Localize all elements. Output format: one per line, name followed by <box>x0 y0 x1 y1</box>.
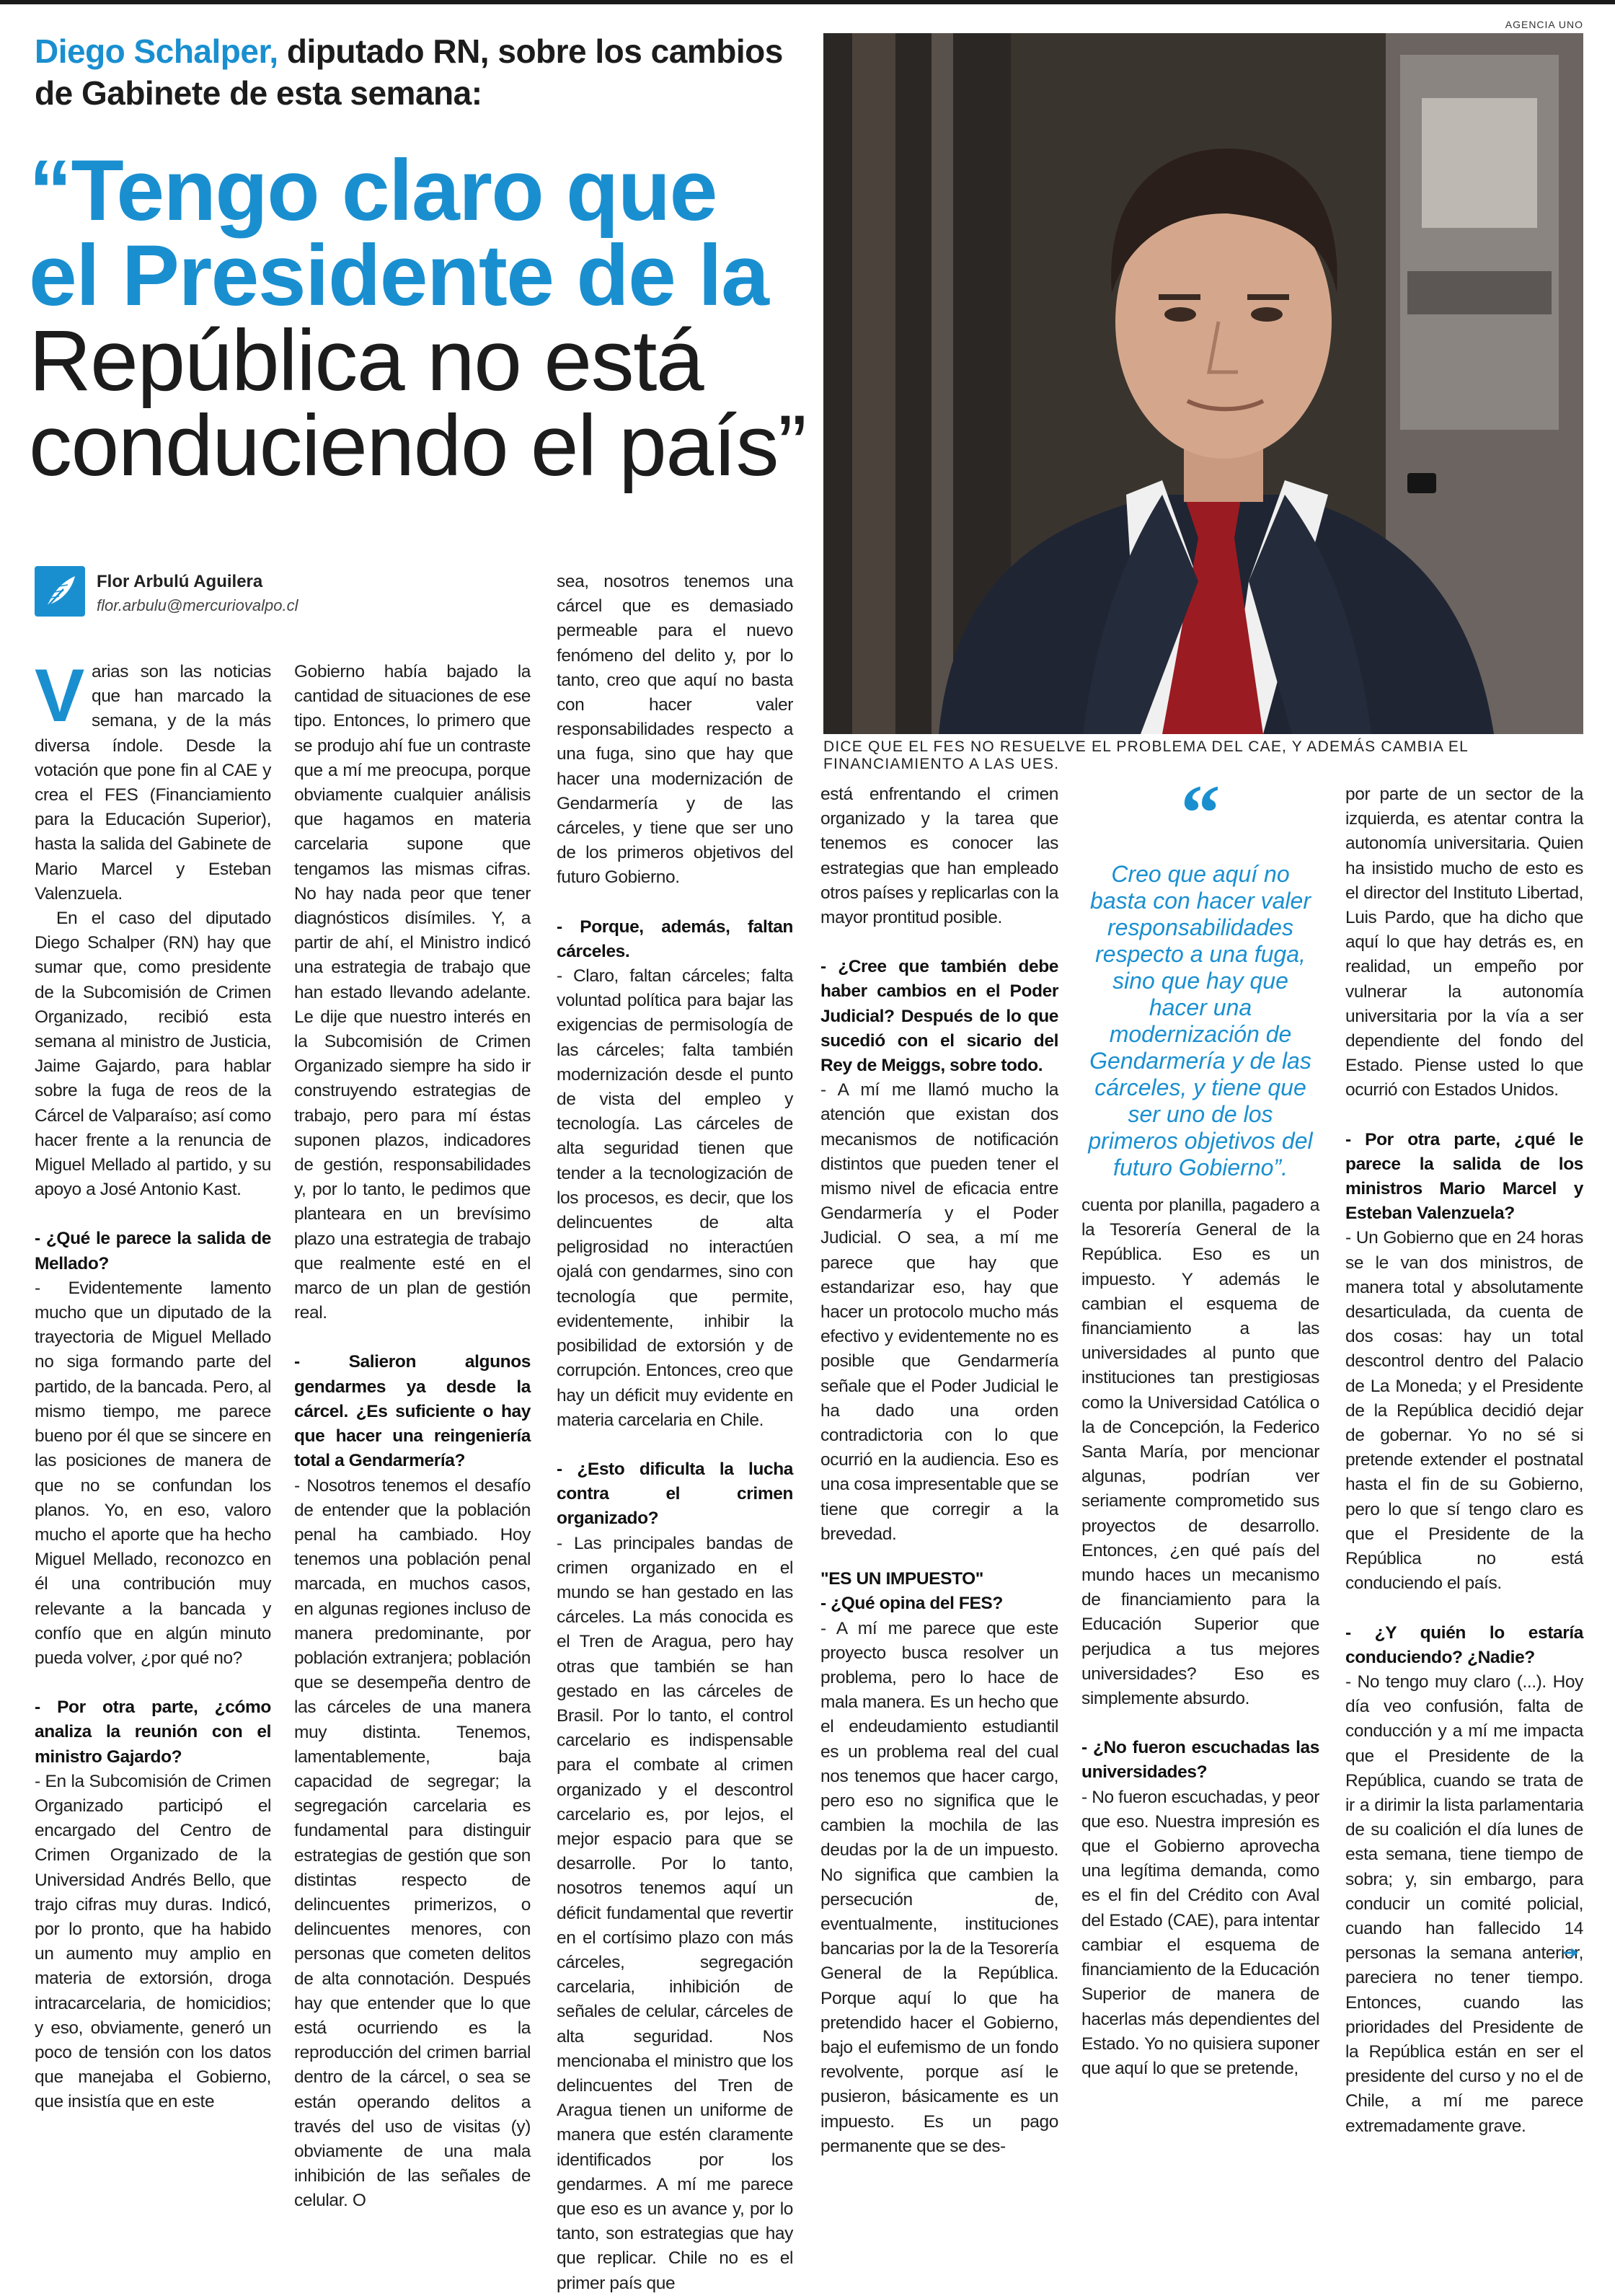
paragraph: sea, nosotros tenemos una cárcel que es demasiado permeable para el nuevo fenómeno del delito y, por lo tanto, creo que aquí no basta con hacer valer responsabilidades respecto a una fuga, sino que hay que hacer una modernización de Gendarmería y de las cárceles, y tiene que ser uno de los primeros objetivos del futuro Gobierno. <box>557 572 793 888</box>
question: - ¿Qué le parece la salida de Mellado? <box>35 1229 271 1273</box>
question: - ¿Cree que también debe haber cambios en el Poder Judicial? Después de lo que sucedió con el sicario del Rey de Meiggs, sobre todo. <box>820 957 1058 1076</box>
article-column-5 <box>1081 1193 1319 2081</box>
answer: - Nosotros tenemos el desafío de entender que la población penal ha cambiado. Hoy tenemos una población penal marcada, en muchos casos, en algunas regiones incluso de manera predominante, por población extranjera; población que se desempeña dentro de las cárceles de una manera muy distinta. Tenemos, lamentablemente, baja capacidad de segregar; la segregación carcelaria es fundamental para distinguir estrategias de gestión que son distintas respecto de delincuentes primerizos, o delincuentes menores, con personas que cometen delitos de alta connotación. Después hay que entender que lo que está ocurriendo es la reproducción del crimen barrial dentro de la cárcel, o sea se están operando delitos a través del uso de visitas (y) obviamente de una mala inhibición de las señales de celular. O <box>294 1475 531 2211</box>
headline-line-2: el Presidente de la <box>29 227 769 324</box>
answer: - Un Gobierno que en 24 horas se le van dos ministros, de manera total y absolutamente desarticulada, da cuenta de dos cosas: hay un total descontrol dentro del Palacio de La Moneda; y el Presidente de la República decidió dejar de gobernar. Yo no sé si pretende extender el postnatal hasta el fin de su Gobierno, pero lo que sí tengo claro es que el Presidente de la República no está conduciendo el país. <box>1345 1228 1583 1594</box>
answer: - Las principales bandas de crimen organizado en el mundo se han gestado en las cárceles. La más conocida es el Tren de Aragua, pero hay otras que también se han gestado en las cárceles de Brasil. Por lo tanto, el control carcelario es indispensable para el combate al crimen organizado y el descontrol carcelario es, por lejos, el mejor espacio para que se desarrolle. Por lo tanto, nosotros tenemos aquí un déficit fundamental que revertir en el cortísimo plazo con más cárceles, segregación carcelaria, inhibición de señales de celular, cárceles de alta seguridad. Nos mencionaba el ministro que los delincuentes del Tren de Aragua tienen un uniforme de manera que estén claramente identificados por los gendarmes. A mí me parece que eso es un avance y, por lo tanto, son estrategias que hay que replicar. Chile no es el primer país que <box>557 1533 793 2293</box>
question: - Salieron algunos gendarmes ya desde la cárcel. ¿Es suficiente o hay que hacer una reingeniería total a Gendarmería? <box>294 1352 531 1471</box>
kicker <box>35 30 799 114</box>
photo-caption: DICE QUE EL FES NO RESUELVE EL PROBLEMA DEL CAE, Y ADEMÁS CAMBIA EL FINANCIAMIENTO A LAS UES. <box>823 738 1469 772</box>
question: - ¿Y quién lo estaría conduciendo? ¿Nadie? <box>1345 1622 1583 1667</box>
answer: - Evidentemente lamento mucho que un diputado de la trayectoria de Miguel Mellado no siga formando parte del partido, de la bancada. Pero, al mismo tiempo, me parece bueno por él que se sincere en las posiciones de manera de que no se confundan los planos. Yo, en eso, valoro mucho el aporte que ha hecho Miguel Mellado, reconozco en él una contribución muy relevante a la bancada y confío que en algún minuto pueda volver, ¿por qué no? <box>35 1278 271 1668</box>
pull-quote <box>1081 769 1319 1180</box>
top-rule <box>0 0 1615 4</box>
pull-quote-text: Creo que aquí no basta con hacer valer responsabilidades respecto a una fuga, sino que hay que hacer una modernización de Gendarmería y de las cárceles, y tiene que ser uno de los primeros objetivos del futuro Gobierno”. <box>1088 861 1313 1180</box>
feather-pen-icon <box>35 566 85 617</box>
paragraph: por parte de un sector de la izquierda, es atentar contra la autonomía universitaria. Quien ha insistido mucho de esto es el director del Instituto Libertad, Luis Pardo, que ha dicho que aquí lo que hay detrás es, en realidad, un empeño por vulnerar la autonomía universitaria por la vía a ser dependiente del fondo del Estado. Piense usted lo que ocurrió con Estados Unidos. <box>1345 785 1583 1100</box>
headline-line-3: República no está <box>29 312 704 409</box>
answer: - No fueron escuchadas, y peor que eso. Nuestra impresión es que el Gobierno aprovecha una legítima demanda, como es el fin del Crédito con Aval del Estado (CAE), para intentar cambiar el esquema de financiamiento de la Educación Superior de manera de hacerlas más dependientes del Estado. Yo no quisiera suponer que aquí lo que se pretende, <box>1081 1787 1319 2078</box>
paragraph: cuenta por planilla, pagadero a la Tesorería General de la República. Eso es un impuesto. Y además le cambian el esquema de financiamiento a las universidades al punto que instituciones tan prestigiosas como la Universidad Católica o la de Concepción, la Federico Santa María, por mencionar algunas, podrían ver seriamente comprometido sus proyectos de desarrollo. Entonces, ¿en qué país del mundo haces un mecanismo de financiamiento para la Educación Superior que perjudica a tus mejores universidades? Eso es simplemente absurdo. <box>1081 1196 1319 1709</box>
continue-arrow-icon <box>1562 1947 1580 1959</box>
headline <box>29 142 808 494</box>
article-column-3 <box>557 570 793 2296</box>
photo-credit: AGENCIA UNO <box>1505 19 1583 30</box>
article-column-6 <box>1345 782 1583 2139</box>
answer: - No tengo muy claro (...). Hoy día veo confusión, falta de conducción y a mí me impacta que el Presidente de la República, cuando se trata de ir a dirimir la lista parlamentaria de su coalición el día lunes de esta semana, tiene tiempo de sobra; y, sin embargo, para conducir un comité policial, cuando han fallecido 14 personas la semana anterior, pareciera no tener tiempo. Entonces, cuando las prioridades del Presidente de la República están en ser el presidente del curso y no el de Chile, a mí me parece extremadamente grave. <box>1345 1672 1583 2136</box>
article-column-2 <box>294 660 531 2214</box>
quote-mark-icon: “ <box>1180 769 1221 857</box>
article-column-1 <box>35 654 271 2115</box>
kicker-rest: diputado RN, sobre los cambios de Gabinete de esta semana: <box>35 32 783 112</box>
question: - Porque, además, faltan cárceles. <box>557 917 793 961</box>
article-column-4 <box>820 782 1058 2159</box>
byline <box>35 566 539 624</box>
portrait-photo <box>823 33 1583 734</box>
byline-email[interactable]: flor.arbulu@mercuriovalpo.cl <box>97 596 298 614</box>
answer: - Claro, faltan cárceles; falta voluntad política para bajar las exigencias de permisología de las cárceles; falta también modernización desde el punto de vista del empleo y tecnología. Las cárceles de alta seguridad tienen que tender a la tecnologización de los procesos, es decir, que los delincuentes de alta peligrosidad no interactúen ojalá con gendarmes, sino con tecnología que permite, evidentemente, inhibir la posibilidad de extorsión y de corrupción. Entonces, creo que hay un déficit muy evidente en materia carcelaria en Chile. <box>557 966 793 1430</box>
paragraph: arias son las noticias que han marcado la semana, y de la más diversa índole. Desde la votación que pone fin al CAE y crea el FES (Financiamiento para la Educación Superior), hasta la salida del Gabinete de Mario Marcel y Esteban Valenzuela. <box>35 662 271 904</box>
headline-line-4: conduciendo el país” <box>29 397 806 494</box>
question: - Por otra parte, ¿cómo analiza la reunión con el ministro Gajardo? <box>35 1697 271 1767</box>
question: - Por otra parte, ¿qué le parece la salida de los ministros Mario Marcel y Esteban Valenzuela? <box>1345 1129 1583 1224</box>
answer: - A mí me parece que este proyecto busca resolver un problema, pero lo hace de mala manera. Es un hecho que el endeudamiento estudiantil es un problema real del cual nos tenemos que hacer cargo, pero eso no significa que le cambien la mochila de las deudas por la de un impuesto. No significa que cambien la persecución de, eventualmente, instituciones bancarias por la de la Tesorería General de la República. Porque aquí lo que ha pretendido hacer el Gobierno, bajo el eufemismo de un fondo revolvente, porque así le pusieron, básicamente es un impuesto. Es un pago permanente que se des- <box>820 1618 1058 2156</box>
question: - ¿No fueron escuchadas las universidades? <box>1081 1738 1319 1783</box>
byline-author: Flor Arbulú Aguilera <box>97 572 263 591</box>
kicker-name: Diego Schalper, <box>35 32 278 70</box>
answer: - A mí me llamó mucho la atención que existan dos mecanismos de notificación distintos que pueden tener el mismo nivel de eficacia entre Gendarmería y el Poder Judicial. O sea, a mí me parece que hay que estandarizar eso, hay que hacer un protocolo mucho más efectivo y evidentemente no es posible que Gendarmería señale que el Poder Judicial le ha dado una orden contradictoria con lo que ocurrió en la audiencia. Eso es una cosa impresentable que se tiene que corregir a la brevedad. <box>820 1080 1058 1544</box>
question: - ¿Esto dificulta la lucha contra el crimen organizado? <box>557 1459 793 1529</box>
answer: - En la Subcomisión de Crimen Organizado participó el encargado del Centro de Crimen Organizado de la Universidad Andrés Bello, que trajo cifras muy duras. Indicó, por lo pronto, que ha habido un aumento muy amplio en materia de extorsión, droga intracarcelaria, de homicidios; y eso, obviamente, generó un poco de tensión con los datos que manejaba el Gobierno, que insistía que en este <box>35 1771 271 2112</box>
paragraph: En el caso del diputado Diego Schalper (RN) hay que sumar que, como presidente de la Subcomisión de Crimen Organizado, recibió esta semana al ministro de Justicia, Jaime Gajardo, para hablar sobre la fuga de reos de la Cárcel de Valparaíso; así como hacer frente a la renuncia de Miguel Mellado al partido, y su apoyo a José Antonio Kast. <box>35 909 271 1200</box>
subheading: "ES UN IMPUESTO" <box>820 1569 984 1589</box>
headline-line-1: “Tengo claro que <box>29 142 717 239</box>
paragraph: Gobierno había bajado la cantidad de situaciones de ese tipo. Entonces, lo primero que se produjo ahí fue un contraste que a mí me preocupa, porque obviamente cualquier análisis que hagamos en materia carcelaria supone que tengamos las mismas cifras. No hay nada peor que tener diagnósticos disímiles. Y, a partir de ahí, el Ministro indicó una estrategia de trabajo que han estado llevando adelante. Le dije que nuestro interés en la Subcomisión de Crimen Organizado siempre ha sido ir construyendo estrategias de trabajo, pero para mí éstas suponen plazos, indicadores de gestión, responsabilidades y, por lo tanto, le pedimos que planteara en un brevísimo plazo una estrategia de trabajo que realmente esté en el marco de un plan de gestión real. <box>294 662 531 1323</box>
paragraph: está enfrentando el crimen organizado y la tarea que tenemos es conocer las estrategias que han empleado otros países y replicarlas con la mayor prontitud posible. <box>820 785 1058 928</box>
drop-cap: V <box>35 654 84 738</box>
question: - ¿Qué opina del FES? <box>820 1594 1003 1614</box>
